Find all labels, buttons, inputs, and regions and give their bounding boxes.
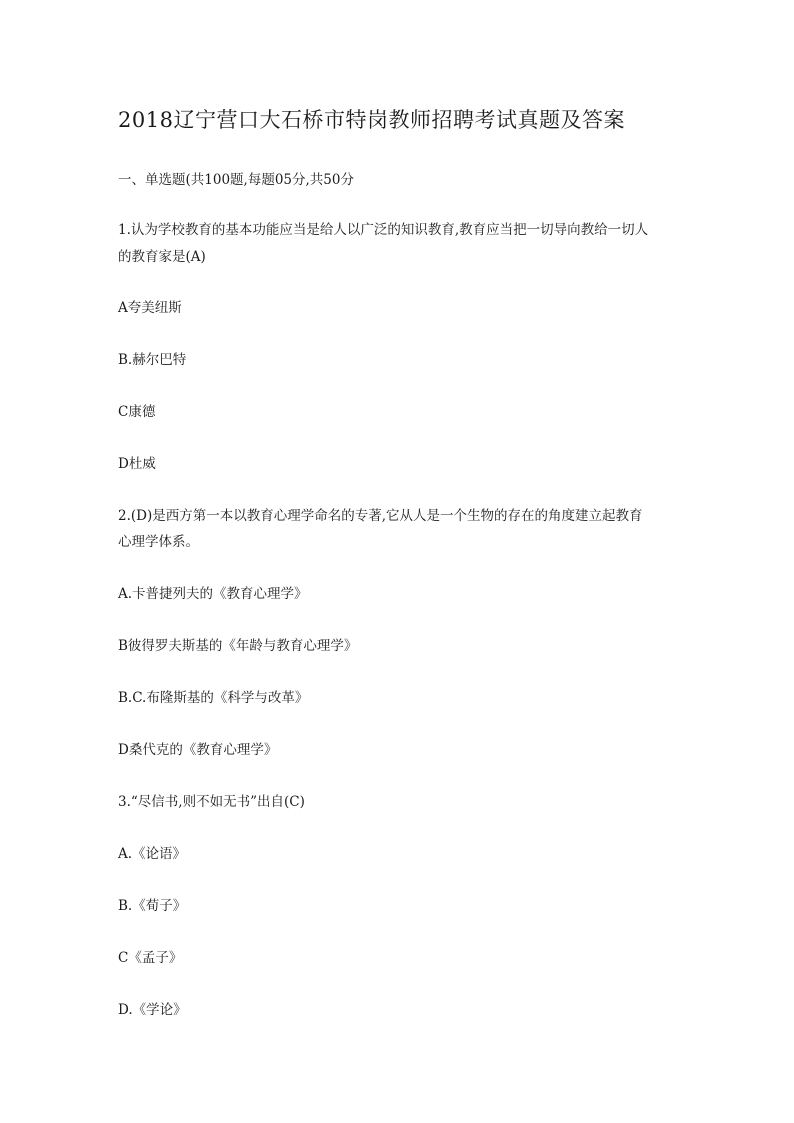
question-3-option-a: A.《论语》 xyxy=(118,846,187,862)
question-1-stem-line-2: 的教育家是(A) xyxy=(118,249,206,265)
question-1-stem-line-1: 1.认为学校教育的基本功能应当是给人以广泛的知识教育,教育应当把一切导向教给一切人 xyxy=(118,222,649,238)
question-1-option-d: D杜威 xyxy=(118,456,156,472)
question-3-option-d: D.《学论》 xyxy=(118,1002,187,1018)
question-2-option-d: D桑代克的《教育心理学》 xyxy=(118,742,278,758)
question-3-stem: 3.“尽信书,则不如无书”出自(C) xyxy=(118,794,305,810)
question-2-option-b: B彼得罗夫斯基的《年龄与教育心理学》 xyxy=(118,638,358,654)
question-2-stem-line-1: 2.(D)是西方第一本以教育心理学命名的专著,它从人是一个生物的存在的角度建立起教育 xyxy=(118,508,643,524)
question-2-option-c: B.C.布隆斯基的《科学与改革》 xyxy=(118,690,309,706)
section-heading: 一、单选题(共100题,每题05分,共50分 xyxy=(118,172,354,188)
question-2-stem-line-2: 心理学体系。 xyxy=(118,534,199,550)
question-1-option-a: A夸美纽斯 xyxy=(118,300,182,316)
question-3-option-c: C《孟子》 xyxy=(118,950,183,966)
question-3-option-b: B.《荀子》 xyxy=(118,898,187,914)
document-title: 2018辽宁营口大石桥市特岗教师招聘考试真题及答案 xyxy=(118,108,625,132)
question-1-option-b: B.赫尔巴特 xyxy=(118,352,187,368)
question-1-option-c: C康德 xyxy=(118,404,156,420)
question-2-option-a: A.卡普捷列夫的《教育心理学》 xyxy=(118,586,308,602)
